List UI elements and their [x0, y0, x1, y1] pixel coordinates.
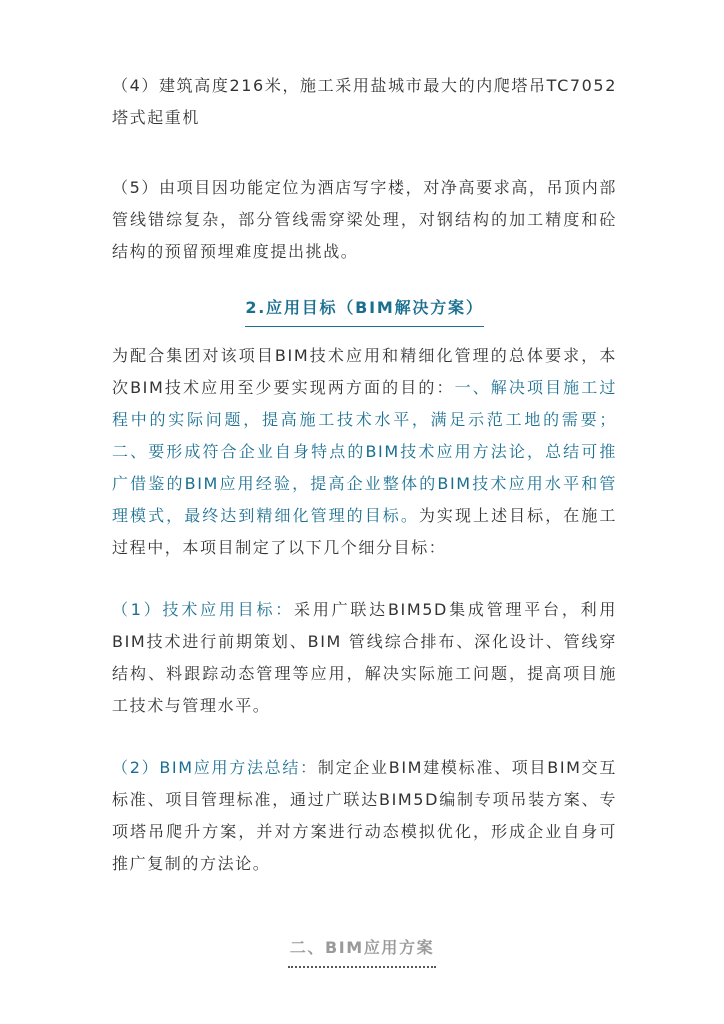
- intro-tail: 为实现上述目标，在施工过程中，本项目制定了以下几个细分目标：: [112, 506, 617, 557]
- goal-1-paragraph: [112, 594, 617, 722]
- section-heading-label: 2.应用目标（BIM解决方案）: [245, 292, 483, 327]
- intro-highlight: 一、解决项目施工过程中的实际问题，提高施工技术水平，满足示范工地的需要；二、要形成符合企业自身特点的BIM技术应用方法论，总结可推广借鉴的BIM应用经验，提高企业整体的BIM技术应用水平和管理模式，最终达到精细化管理的目标。: [112, 378, 617, 525]
- intro-lead: 为配合集团对该项目BIM技术应用和精细化管理的总体要求，本次BIM技术应用至少要实现两方面的目的：: [112, 346, 617, 397]
- goal-2-paragraph: [112, 752, 617, 880]
- paragraph-item-4: （4）建筑高度216米，施工采用盐城市最大的内爬塔吊TC7052塔式起重机: [112, 76, 617, 127]
- paragraph-item-5: （5）由项目因功能定位为酒店写字楼，对净高要求高，吊顶内部管线错综复杂，部分管线需穿梁处理，对钢结构的加工精度和砼结构的预留预埋难度提出挑战。: [112, 178, 617, 261]
- section-heading: [112, 292, 617, 336]
- chapter-heading-label: 二、BIM应用方案: [288, 934, 436, 968]
- chapter-heading: [0, 934, 724, 968]
- goal-1-label: （1）技术应用目标：: [112, 600, 295, 619]
- article-body: [112, 70, 617, 880]
- goal-1-text: 采用广联达BIM5D集成管理平台，利用BIM技术进行前期策划、BIM 管线综合排布、深化设计、管线穿结构、料跟踪动态管理等应用，解决实际施工问题，提高项目施工技术与管理水平。: [112, 600, 618, 715]
- goal-2-label: （2）BIM应用方法总结：: [112, 758, 318, 777]
- goal-2-text: 制定企业BIM建模标准、项目BIM交互标准、项目管理标准，通过广联达BIM5D编制专项吊装方案、专项塔吊爬升方案，并对方案进行动态模拟优化，形成企业自身可推广复制的方法论。: [112, 758, 618, 873]
- intro-paragraph: [112, 340, 617, 564]
